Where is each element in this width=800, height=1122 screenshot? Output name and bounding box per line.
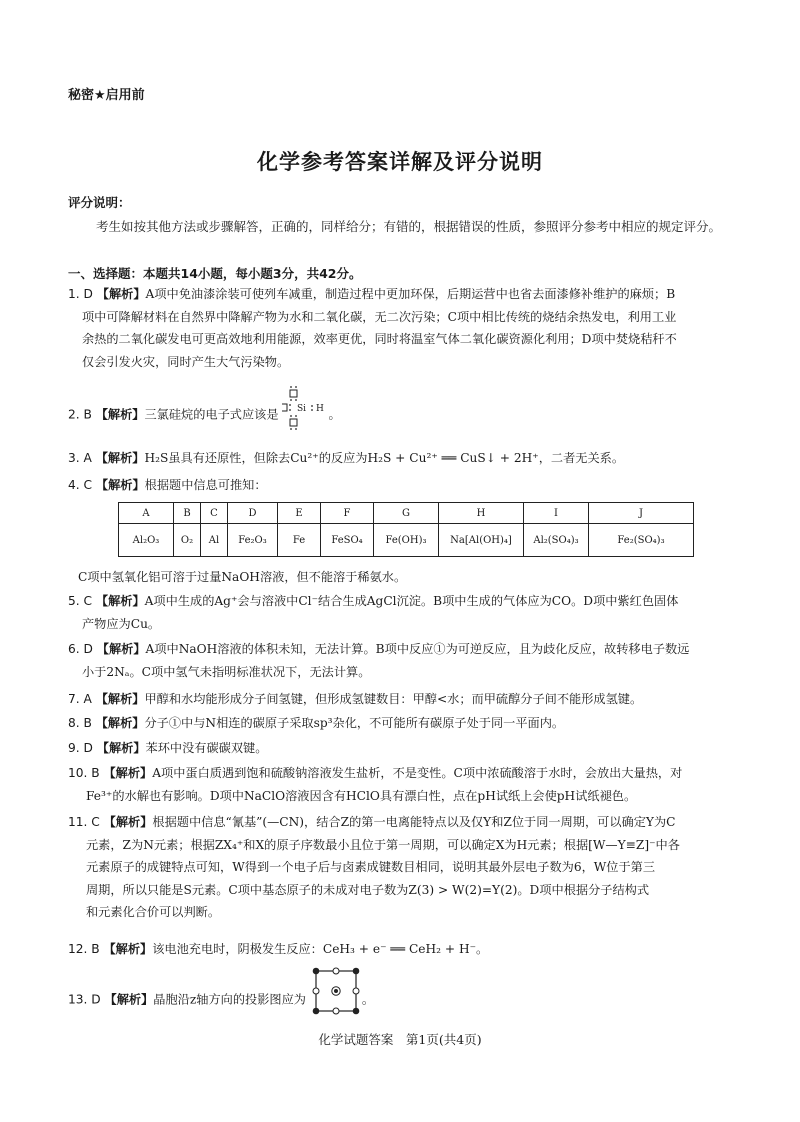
table-cell: Fe [278,524,321,557]
answer-6: 6. D 【解析】A项中NaOH溶液的体积未知，无法计算。B项中反应①为可逆反应，且为歧化反应，故转移电子数远 小于2Nₐ。C项中氢气未指明标准状况下，无法计算。 [68,642,690,679]
table-cell: Fe₂O₃ [228,524,278,557]
substance-table [118,502,694,557]
table-cell: E [278,503,321,524]
table-cell: B [174,503,201,524]
answer-11: 11. C 【解析】根据题中信息“氰基”(—CN)，结合Z的第一电离能特点以及仅Y和Z位于同一周期，可以确定Y为C 元素，Z为N元素；根据ZX₄⁺和X的原子序数最小且位于第一周期，可以确定X为H元素；根据[W—Y≡Z]⁻中各 元素原子的成键特点可知，W得到一个电子后与卤素成键数目相同，说明其最外层电子数为6，W位于第三 周期，所以只能是S元素。C项中基态原子的未成对电子数为Z(3) > W(2)=Y(2)。D项中根据分子结构式 和元素化合价可以判断。 [68,815,680,919]
table-cell: Fe(OH)₃ [374,524,439,557]
table-cell: J [589,503,694,524]
h-symbol: H [316,404,325,414]
page-footer: 化学试题答案 第1页(共4页) [318,1032,482,1047]
table-cell: C [201,503,228,524]
table-cell: H [439,503,524,524]
answer-8: 8. B 【解析】分子①中与N相连的碳原子采取sp³杂化，不可能所有碳原子处于同一平面内。 [68,716,565,730]
table-cell: Al₂(SO₄)₃ [524,524,589,557]
table-cell: Al₂O₃ [119,524,174,557]
answer-3: 3. A 【解析】H₂S虽具有还原性，但除去Cu²⁺的反应为H₂S + Cu²⁺ ══ CuS↓ + 2H⁺，二者无关系。 [68,451,625,465]
answer-2: 2. B 【解析】三氯硅烷的电子式应该是 Si H 。 [68,398,744,432]
answer-13: 13. D 【解析】晶胞沿z轴方向的投影图应为 。 [68,983,744,1017]
answer-9: 9. D 【解析】苯环中没有碳碳双键。 [68,741,268,755]
si-symbol: Si [297,404,307,414]
answer-1: 1. D 【解析】A项中免油漆涂装可使列车减重，制造过程中更加环保，后期运营中也省去面漆修补维护的麻烦；B 项中可降解材料在自然界中降解产物为水和二氧化碳，无二次污染；C项中相比传统的烧结余热发电，利用工业 余热的二氧化碳发电可更高效地利用能源，效率更优，同时将温室气体二氧化碳资源化利用；D项中焚烧秸秆不 仅会引发火灾，同时产生大气污染物。 [68,287,677,369]
table-cell: A [119,503,174,524]
table-cell: O₂ [174,524,201,557]
analysis-tag: 【解析】 [96,287,146,301]
table-cell: Al [201,524,228,557]
answer-7: 7. A 【解析】甲醇和水均能形成分子间氢键，但形成氢键数目：甲醇<水；而甲硫醇分子间不能形成氢键。 [68,692,643,706]
secret-label: 秘密★启用前 [68,88,145,103]
answer-10: 10. B 【解析】A项中蛋白质遇到饱和硫酸钠溶液发生盐析，不是变性。C项中浓硫酸溶于水时，会放出大量热，对 Fe³⁺的水解也有影响。D项中NaClO溶液因含有HClO具有漂白性，点在pH试纸上会使pH试纸褪色。 [68,766,683,803]
answer-4: 4. C 【解析】根据题中信息可推知： [68,478,267,492]
table-cell: G [374,503,439,524]
table-cell: FeSO₄ [321,524,374,557]
table-cell: Fe₂(SO₄)₃ [589,524,694,557]
scoring-text: 考生如按其他方法或步骤解答，正确的，同样给分；有错的，根据错误的性质，参照评分参考中相应的规定评分。 [96,219,722,234]
table-cell: D [228,503,278,524]
electron-formula-diagram [282,384,328,432]
page-title: 化学参考答案详解及评分说明 [257,150,543,174]
unit-cell-projection-diagram [310,965,362,1017]
scoring-heading: 评分说明： [68,195,131,210]
answer-12: 12. B 【解析】该电池充电时，阴极发生反应：CeH₃ + e⁻ ══ CeH₂ + H⁻。 [68,942,489,956]
table-cell: F [321,503,374,524]
table-cell: Na[Al(OH)₄] [439,524,524,557]
answer-5: 5. C 【解析】A项中生成的Ag⁺会与溶液中Cl⁻结合生成AgCl沉淀。B项中生成的气体应为CO。D项中紫红色固体 产物应为Cu。 [68,594,679,631]
table-cell: I [524,503,589,524]
section-heading: 一、选择题：本题共14小题，每小题3分，共42分。 [68,266,362,281]
table-note: C项中氢氧化铝可溶于过量NaOH溶液，但不能溶于稀氨水。 [78,570,407,584]
